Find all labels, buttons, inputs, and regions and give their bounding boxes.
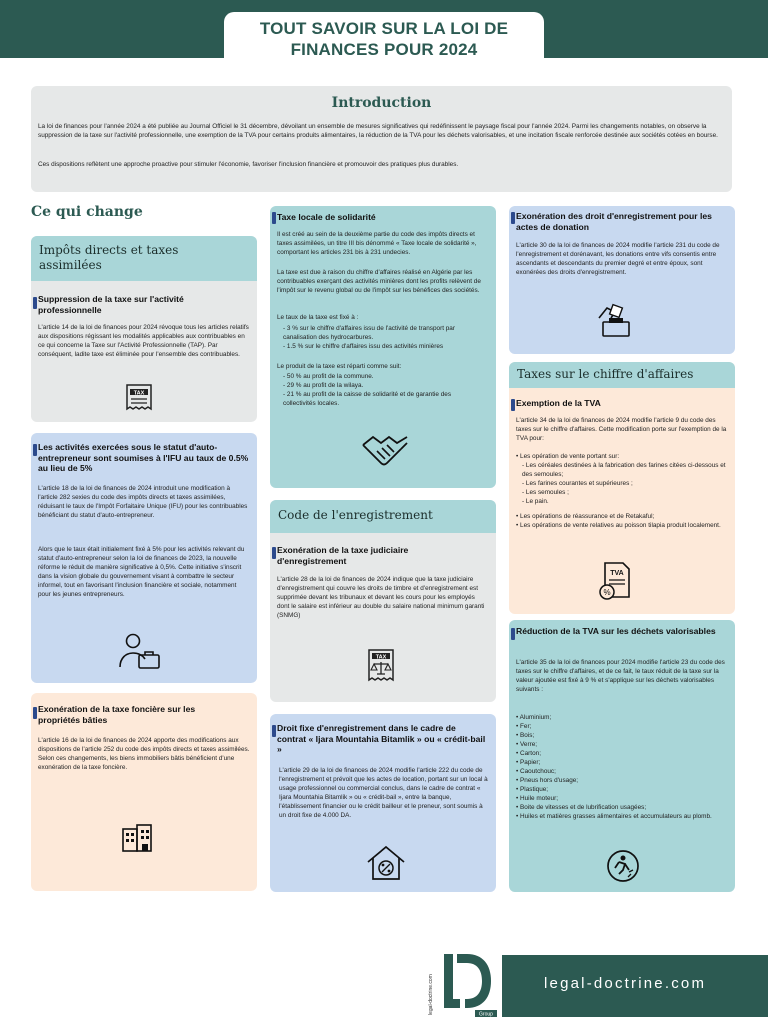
split-item: - 21 % au profit de la caisse de solidarité et de garantie des collectivités locales.	[283, 391, 452, 407]
rate-item: - 1.5 % sur le chiffre d'affaires issu des activités minières	[283, 343, 444, 350]
section-title: Impôts directs et taxes assimilées	[39, 243, 179, 272]
card-title: Réduction de la TVA sur les déchets valorisables	[516, 626, 716, 636]
accent-bar	[272, 212, 276, 224]
waste-items	[516, 713, 728, 821]
card-taxe-locale	[270, 206, 496, 488]
card-text: L'article 30 de la loi de finances de 2024 modifie l'article 231 du code de l'enregistrement et dorénavant, les donations entre vifs consentis entre ascendants et descendants du premier degré et entre époux, sont exonérées des droits d'enregistrement.	[516, 242, 720, 276]
card-title: Exonération des droit d'enregistrement pour les actes de donation	[516, 211, 712, 232]
card-text-2: La taxe est due à raison du chiffre d'affaires réalisé en Algérie par les contribuables exerçant des activités minières dont les profits relèvent de l'impôt sur le revenu global ou de l'impôt sur les bénéfices des sociétés.	[277, 269, 481, 294]
waste-item: • Huiles et matières grasses alimentaires et accumulateurs au plomb.	[516, 813, 712, 820]
svg-text:%: %	[603, 588, 611, 597]
tva-item: • Les opérations de vente relatives au poisson tilapia produit localement.	[516, 522, 721, 529]
rate-item: - 3 % sur le chiffre d'affaires issu de l'activité de transport par canalisation des hydrocarbures.	[283, 325, 455, 341]
intro-paragraph-1: La loi de finances pour l'année 2024 a été publiée au Journal Officiel le 31 décembre, dévoilant un ensemble de mesures significatives qui redéfinissent le paysage fiscal pour l'année 2024. Parmi les changements notables, on observe la suppression de la taxe sur l'activité professionnelle, une exemption de la TVA pour certains produits alimentaires, la réduction de la TVA pour les déchets valorisables, et une incitation fiscale renforcée destinée aux sociétés cotées en bourse.	[38, 123, 718, 140]
card-auto-entrepreneur	[31, 433, 257, 683]
card-title: Exemption de la TVA	[516, 398, 601, 408]
handshake-icon	[361, 431, 409, 471]
accent-bar	[511, 399, 515, 411]
waste-item: • Huile moteur;	[516, 795, 559, 802]
waste-item: • Plastique;	[516, 786, 549, 793]
logo-mark	[438, 948, 502, 1020]
card-donation	[509, 206, 735, 354]
section-impots-directs	[31, 236, 257, 281]
svg-text:TAX: TAX	[375, 654, 387, 661]
accent-bar	[33, 444, 37, 456]
title-line-1: TOUT SAVOIR SUR LA LOI DE	[259, 19, 509, 38]
split-intro: Le produit de la taxe est réparti comme suit:	[277, 363, 402, 370]
tax-justice-icon	[365, 647, 397, 683]
accent-bar	[33, 707, 37, 719]
card-text: L'article 18 de la loi de finances de 2024 introduit une modification à l'article 282 sexies du code des impôts directs et taxes assimilées, réduisant le taux de l'Impôt Forfaitaire Unique (IFU) pour les contribuables bénéficiant du statut d'auto-entrepreneur.	[38, 485, 248, 519]
title-line-2: FINANCES POUR 2024	[290, 40, 478, 59]
card-text: L'article 34 de la loi de finances de 2024 modifie l'article 9 du code des taxes sur le chiffre d'affaires. Cette modification porte sur l'exemption de la TVA pour:	[516, 417, 727, 442]
card-title: Droit fixe d'enregistrement dans le cadre de contrat « Ijara Mountahia Bitamlik » ou « crédit-bail »	[277, 723, 486, 754]
card-taxe-judiciaire	[270, 500, 496, 702]
rates-intro: Le taux de la taxe est fixé à :	[277, 314, 359, 321]
card-droit-fixe	[270, 714, 496, 892]
card-impots-directs	[31, 236, 257, 422]
section-title: Code de l'enregistrement	[278, 508, 433, 522]
tva-item: - Les semoules ;	[522, 489, 569, 496]
card-text: L'article 14 de la loi de finances pour 2024 révoque tous les articles relatifs aux dispositions régissant les modalités applicables aux contribuables en ce qui concerne la Taxe sur l'Activité Professionnelle (TAP). Par conséquent, ladite taxe est éliminée pour l'ensemble des contribuables.	[38, 324, 249, 358]
card-title: Exonération de la taxe judiciaire d'enregistrement	[277, 545, 409, 566]
accent-bar	[272, 547, 276, 559]
card-title: Exonération de la taxe foncière sur les propriétés bâties	[38, 704, 196, 725]
change-heading: Ce qui change	[31, 204, 143, 220]
section-title: Taxes sur le chiffre d'affaires	[517, 367, 694, 381]
waste-item: • Caoutchouc;	[516, 768, 556, 775]
card-exemption-tva	[509, 362, 735, 614]
intro-paragraph-2: Ces dispositions reflètent une approche proactive pour stimuler l'économie, favoriser l'inclusion financière et promouvoir des pratiques plus durables.	[38, 161, 459, 168]
tva-item: • Les opérations de réassurance et de Retakaful;	[516, 513, 655, 520]
card-text: L'article 16 de la loi de finances de 2024 apporte des modifications aux dispositions de l'article 252 du code des impôts directs et taxes assimilées. Selon ces changements, les biens immobiliers bâtis bénéficient d'une exonération de la taxe foncière.	[38, 737, 250, 771]
tva-item: - Le pain.	[522, 498, 549, 505]
logo-sub: Group	[479, 1011, 493, 1018]
donation-icon	[595, 300, 635, 340]
website-link[interactable]: legal-doctrine.com	[544, 975, 707, 992]
entrepreneur-icon	[117, 631, 161, 671]
svg-text:TAX: TAX	[133, 390, 145, 397]
waste-item: • Bois;	[516, 732, 535, 739]
card-taxe-fonciere	[31, 693, 257, 891]
waste-item: • Papier;	[516, 759, 541, 766]
building-icon	[121, 823, 155, 853]
card-title: Taxe locale de solidarité	[277, 212, 376, 222]
card-text: Il est créé au sein de la deuxième partie du code des impôts directs et taxes assimilées, un titre III bis dénommé « Taxe locale de solidarité », comportant les articles 231 bis à 231 undecies.	[277, 231, 477, 256]
legal-doctrine-logo	[438, 948, 502, 1020]
intro-heading: Introduction	[331, 95, 432, 111]
logo-vertical-text: legal-doctrine.com	[428, 974, 434, 1015]
accent-bar	[33, 297, 37, 309]
card-title: Les activités exercées sous le statut d'auto-entrepreneur sont soumises à l'IFU au taux de 0.5% au lieu de 5%	[38, 442, 249, 473]
recycle-icon	[605, 848, 641, 884]
waste-item: • Verre;	[516, 741, 538, 748]
accent-bar	[272, 725, 276, 737]
svg-text:TVA: TVA	[610, 570, 624, 577]
accent-bar	[511, 212, 515, 224]
section-code-enregistrement	[270, 500, 496, 533]
tva-item: - Les céréales destinées à la fabrication des farines citées ci-dessous et des semoules;	[522, 462, 726, 478]
waste-item: • Pneus hors d'usage;	[516, 777, 579, 784]
waste-item: • Aluminium;	[516, 714, 552, 721]
tva-item: - Les farines courantes et supérieures ;	[522, 480, 633, 487]
card-text: L'article 28 de la loi de finances de 2024 indique que la taxe judiciaire d'enregistrement qui couvre les droits de timbre et d'enregistrement est supprimée devant les tribunaux et devant les cours pour les employés dont le salaire est inférieur au double du salaire national minimum garanti (SNMG)	[277, 576, 485, 619]
tva-items	[516, 452, 728, 530]
card-reduction-tva	[509, 620, 735, 892]
section-chiffre-affaires	[509, 362, 735, 388]
waste-item: • Carton;	[516, 750, 541, 757]
accent-bar	[511, 628, 515, 640]
card-title: Suppression de la taxe sur l'activité professionnelle	[38, 294, 184, 315]
card-text: L'article 35 de la loi de finances pour 2024 modifie l'article 23 du code des taxes sur le chiffre d'affaires, et de ce fait, le taux réduit de la taxe sur la valeur ajoutée est fixé à 9 % et s'applique sur les déchets valorisables suivants :	[516, 659, 725, 693]
card-text-2: Alors que le taux était initialement fixé à 5% pour les activités relevant du statut d'auto-entrepreneur selon la loi de finances de 2023, la nouvelle réforme le réduit de manière significative à 0,5%. Cette initiative s'inscrit dans la vision globale du gouvernement visant à combattre le secteur informel, tout en favorisant l'inclusion financière et sociale, notamment pour les jeunes entrepreneurs.	[38, 546, 245, 598]
split-list	[283, 372, 483, 408]
tva-document-icon	[597, 561, 637, 601]
tva-item: • Les opération de vente portant sur:	[516, 453, 620, 460]
intro-box	[31, 86, 732, 192]
split-item: - 29 % au profit de la wilaya.	[283, 382, 364, 389]
split-item: - 50 % au profit de la commune.	[283, 373, 374, 380]
waste-item: • Fer;	[516, 723, 532, 730]
house-percent-icon	[366, 844, 406, 882]
waste-item: • Boite de vitesses et de lubrification usagées;	[516, 804, 647, 811]
page-title	[224, 12, 544, 70]
card-text: L'article 29 de la loi de finances de 2024 modifie l'article 222 du code de l'enregistrement et prévoit que les actes de location, portant sur un local à usage professionnel ou commercial conclus, dans le cadre de contrat « Ijara Mountahia Bitamlik » ou « crédit-bail », entre la banque, l'établissement financier ou le crédit bailleur et le preneur, sont soumis à un droit fixe de 4.000 DA.	[279, 767, 488, 819]
rates-list	[283, 324, 483, 351]
tax-receipt-icon	[123, 382, 155, 414]
